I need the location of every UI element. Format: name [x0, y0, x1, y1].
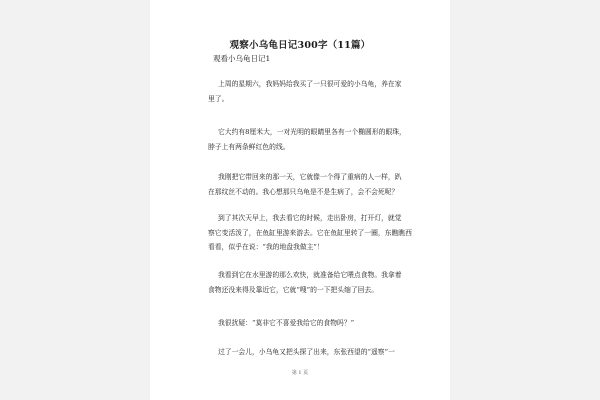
- paragraph-line: 察它变活泼了，在鱼缸里游来游去。它在鱼缸里转了一圈，东瞧瞧西: [208, 228, 412, 237]
- page-title: 观察小乌龟日记300字（11篇）: [229, 40, 371, 51]
- paragraph-7: [208, 345, 398, 360]
- paragraph-line: 我看到它在水里游的那么欢快，就准备给它喂点食物。我拿着: [218, 271, 402, 279]
- paragraph-line: 在那纹丝不动的。我心想那只乌龟是不是生病了，会不会死呢？: [208, 187, 399, 196]
- paragraph-3: [208, 170, 402, 199]
- paragraph-line: 脖子上有两条鲜红色的线。: [208, 142, 290, 151]
- paragraph-line: 我很扰疑：“莫非它不喜爱我给它的食物吗？”: [218, 319, 355, 327]
- paragraph-line: 它大约有8厘米大，一对光明的眼睛里各有一个椭圆形的眼珠，: [218, 128, 406, 136]
- paragraph-1: [208, 77, 402, 106]
- paragraph-line: 看看，似乎在说：“我的地盘我做主”！: [208, 243, 324, 251]
- paragraph-line: 过了一会儿，小乌龟又把头探了出来，东张西望的“遥察”一: [218, 348, 395, 356]
- page-number: 第 1 页: [291, 370, 309, 376]
- paragraph-4: [208, 211, 412, 255]
- paragraph-line: 食物还没来得及靠近它，它就“嗖”的一下把头缩了回去。: [208, 285, 379, 294]
- paragraph-line: 到了其次天早上，我去看它的时候，走出卧房，打开灯，就觉: [218, 214, 402, 222]
- paragraph-2: [208, 125, 406, 154]
- paragraph-line: 我刚把它带回来的那一天，它就像一个得了重病的人一样，趴: [218, 173, 402, 181]
- paragraph-5: [208, 268, 402, 297]
- paragraph-6: [208, 316, 398, 331]
- paragraph-line: 里了。: [208, 94, 229, 103]
- paragraph-line: 上周的星期六，我妈妈给我买了一只很可爱的小乌龟，养在家: [218, 80, 402, 88]
- document-page: [150, 0, 450, 400]
- diary-subtitle: 观看小乌龟日记1: [213, 54, 271, 63]
